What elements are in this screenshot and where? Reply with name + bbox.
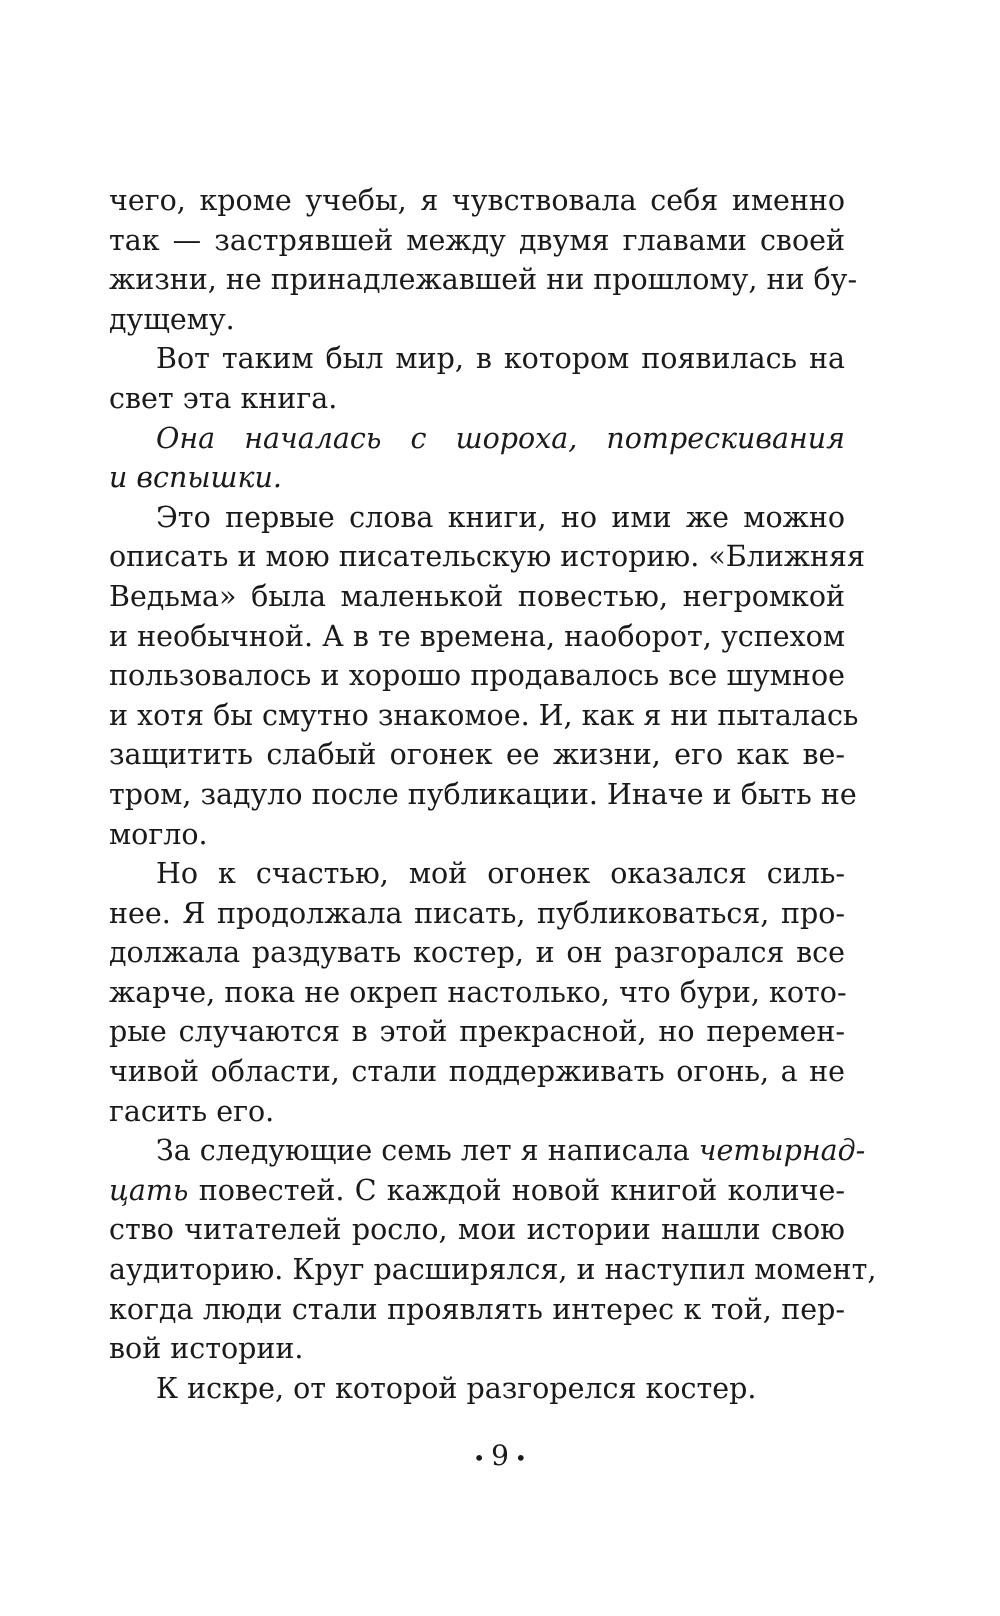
text-line: К искре, от которой разгорелся костер. <box>156 1371 757 1405</box>
text-line: Вот таким был мир, в котором появилась на <box>156 342 845 376</box>
text-line: так — застрявшей между двумя главами своей <box>109 223 845 257</box>
text-segment: повестей. С каждой новой книгой количе- <box>188 1173 845 1207</box>
text-line: должала раздувать костер, и он разгорался все <box>109 936 845 970</box>
italic-word: цать <box>109 1173 189 1207</box>
text-line: рые случаются в этой прекрасной, но перемен- <box>109 1015 845 1049</box>
text-line: могло. <box>109 817 208 851</box>
text-line: Ведьма» была маленькой повестью, негромкой <box>109 579 845 613</box>
text-line <box>109 1131 866 1171</box>
text-segment: За следующие семь лет я написала <box>156 1134 699 1168</box>
text-line <box>109 1171 845 1211</box>
page-number-value: 9 <box>491 1439 509 1472</box>
text-line: Это первые слова книги, но ими же можно <box>156 500 845 534</box>
text-line: аудиторию. Круг расширялся, и наступил момент, <box>109 1253 877 1287</box>
bullet-left: • <box>473 1445 486 1470</box>
text-line: когда люди стали проявлять интерес к той, пер- <box>109 1292 845 1326</box>
text-line: Но к счастью, мой огонек оказался силь- <box>156 857 845 891</box>
text-line: вой истории. <box>109 1332 304 1366</box>
text-line: нее. Я продолжала писать, публиковаться, про- <box>109 896 845 930</box>
text-line: жизни, не принадлежавшей ни прошлому, ни бу- <box>109 263 858 297</box>
text-line: дущему. <box>109 302 235 336</box>
text-line: жарче, пока не окреп настолько, что бури, кото- <box>109 975 847 1009</box>
text-line: защитить слабый огонек ее жизни, его как ве- <box>109 738 845 772</box>
text-line: чего, кроме учебы, я чувствовала себя именно <box>109 184 845 217</box>
text-line: и необычной. А в те времена, наоборот, успехом <box>109 619 845 653</box>
text-line: тром, задуло после публикации. Иначе и быть не <box>109 777 857 811</box>
text-line: свет эта книга. <box>109 381 338 415</box>
italic-text-line: Она началась с шороха, потрескивания <box>156 421 845 455</box>
body-text <box>109 181 877 1408</box>
page-number <box>0 1438 1000 1476</box>
text-line: пользовалось и хорошо продавалось все шумное <box>109 659 845 693</box>
italic-word: четырнад- <box>698 1134 866 1168</box>
text-line: гасить его. <box>109 1094 275 1128</box>
bullet-right: • <box>514 1445 527 1470</box>
text-line: чивой области, стали поддерживать огонь, а не <box>109 1055 845 1089</box>
text-line: и хотя бы смутно знакомое. И, как я ни пыталась <box>109 698 859 732</box>
text-line: ство читателей росло, мои истории нашли свою <box>109 1213 845 1247</box>
italic-text-line: и вспышки. <box>109 461 282 495</box>
text-line: описать и мою писательскую историю. «Ближняя <box>109 540 866 574</box>
